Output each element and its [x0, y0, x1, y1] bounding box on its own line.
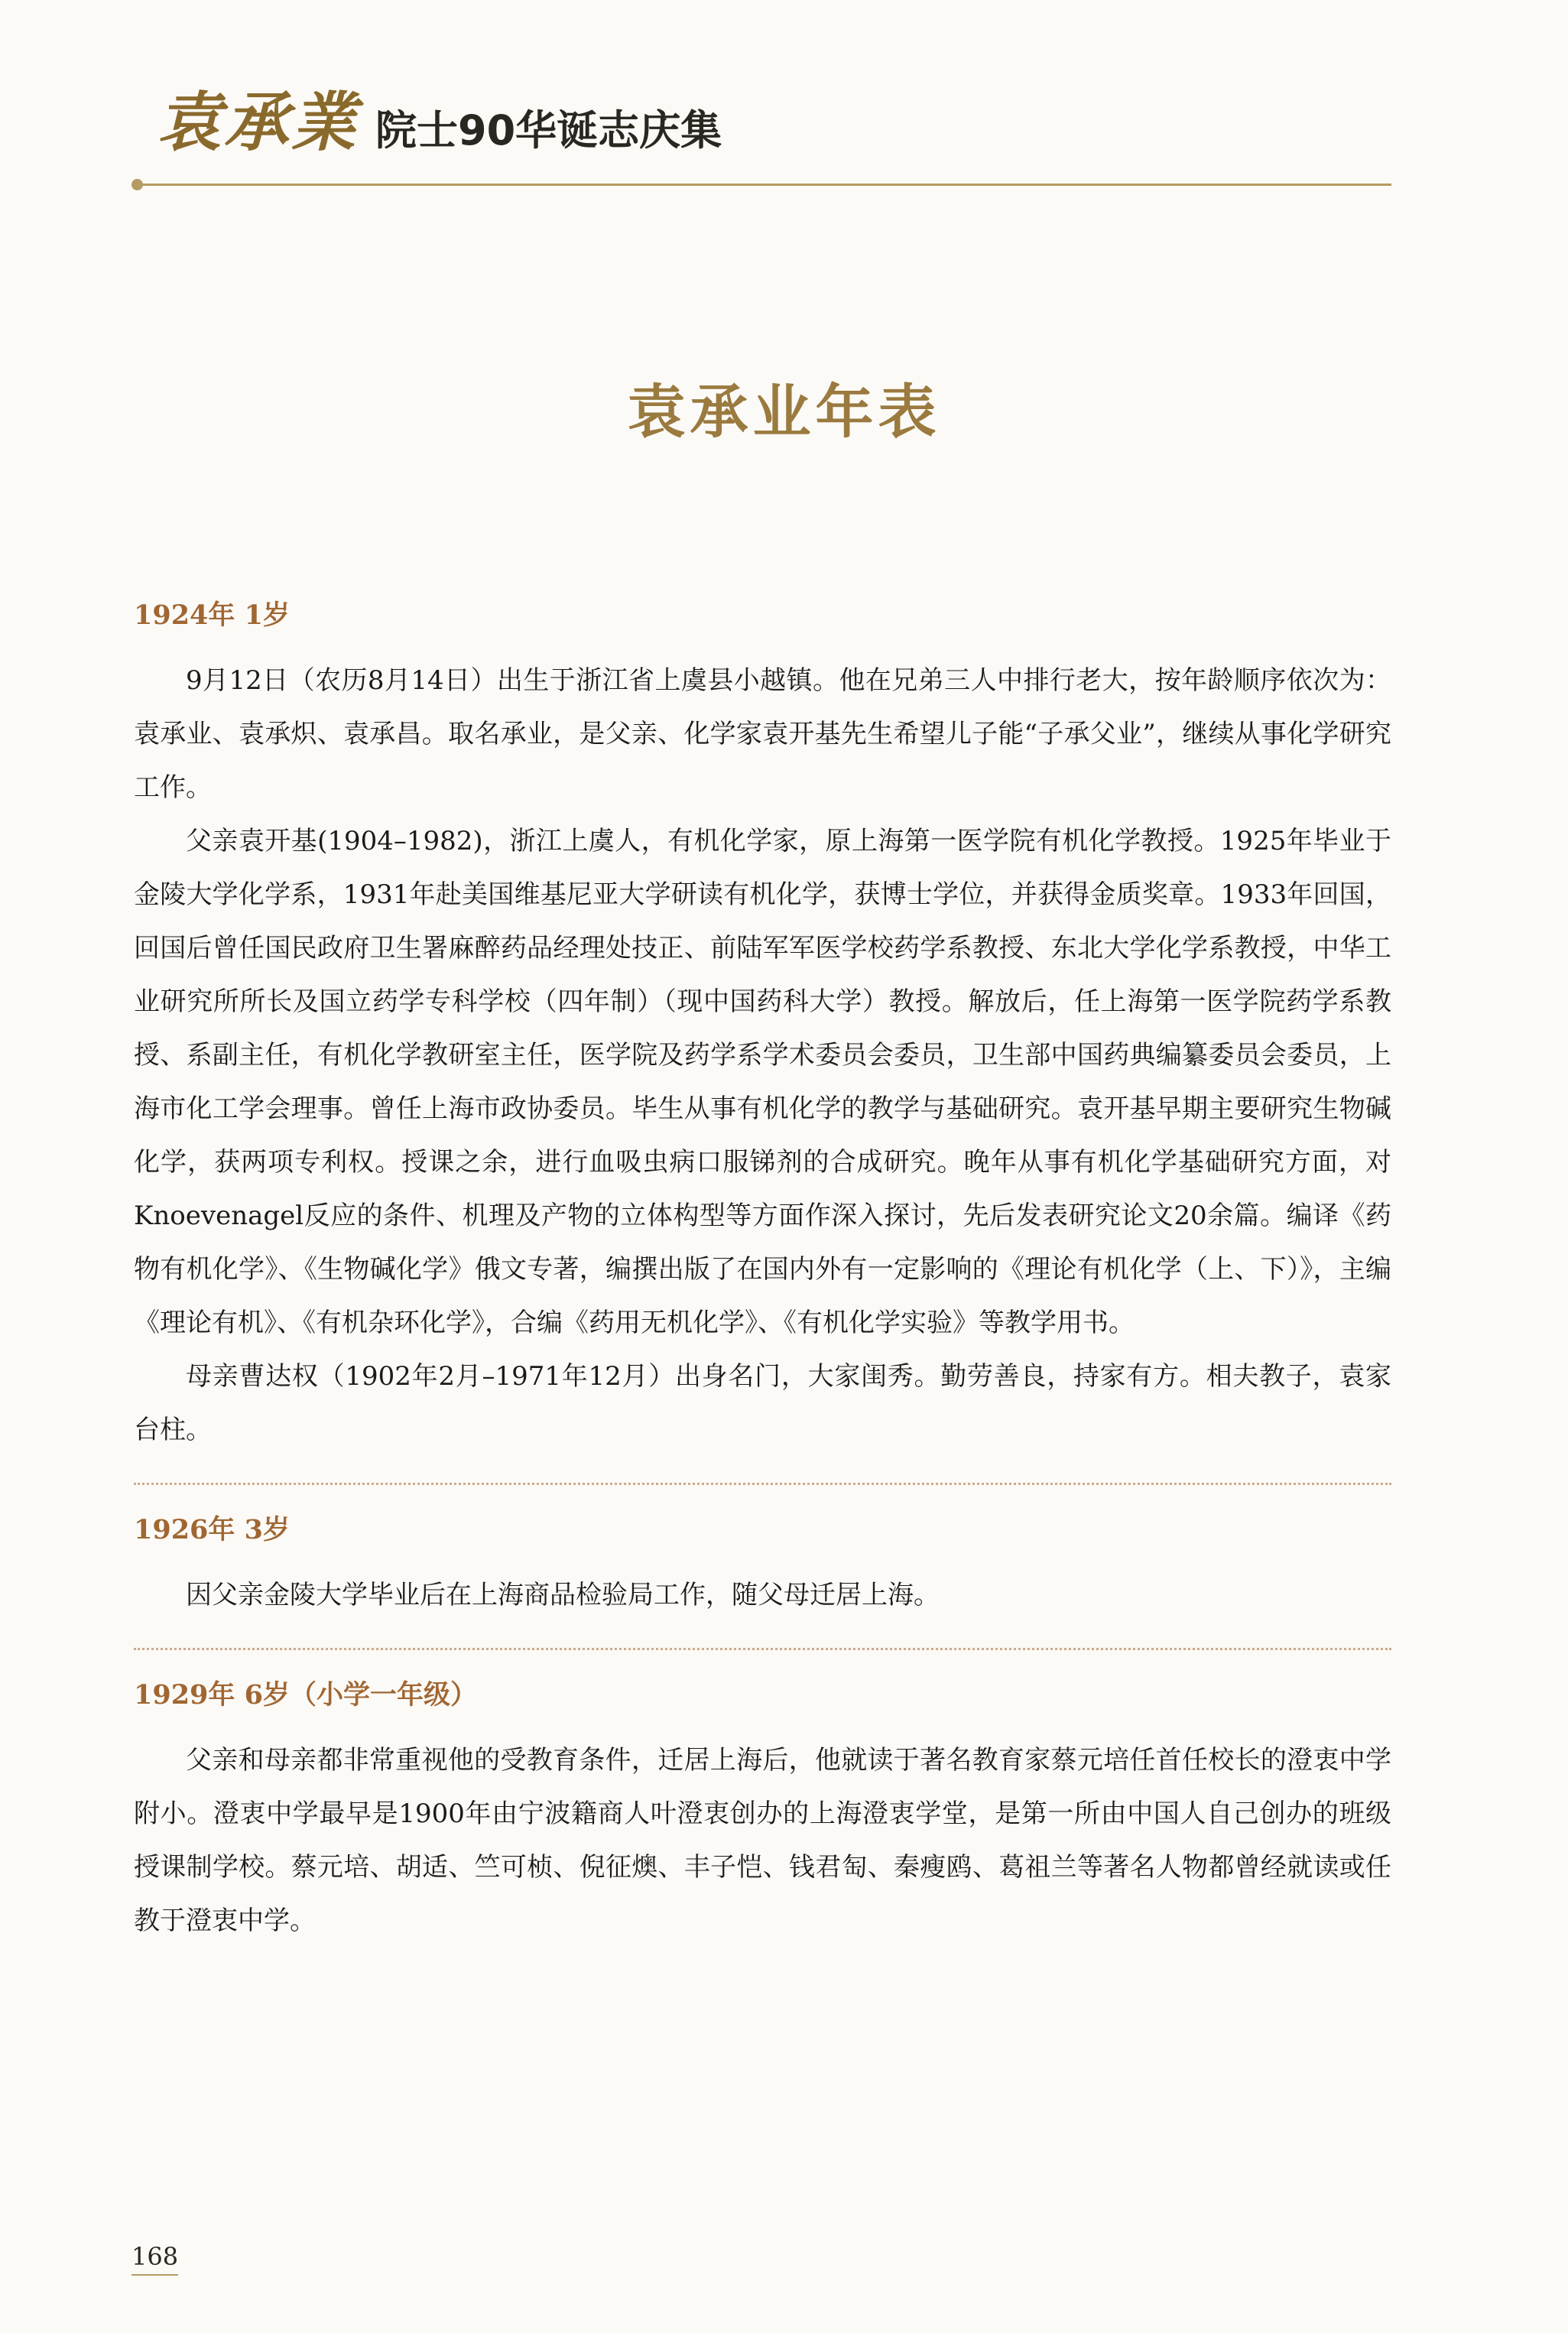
section-divider	[134, 1483, 1391, 1485]
entry-paragraph: 父亲和母亲都非常重视他的受教育条件，迁居上海后，他就读于著名教育家蔡元培任首任校长的澄衷中学附小。澄衷中学最早是1900年由宁波籍商人叶澄衷创办的上海澄衷学堂，是第一所由中国人自己创办的班级授课制学校。蔡元培、胡适、竺可桢、倪征燠、丰子恺、钱君匋、秦瘦鸥、葛祖兰等著名人物都曾经就读或任教于澄衷中学。	[134, 1745, 1391, 1936]
chronology-content	[134, 596, 1391, 1948]
collection-title: 院士90华诞志庆集	[375, 106, 722, 154]
page-number: 168	[131, 2242, 178, 2276]
section-divider	[134, 1648, 1391, 1650]
entry-paragraph: 因父亲金陵大学毕业后在上海商品检验局工作，随父母迁居上海。	[186, 1580, 940, 1610]
entry-1926	[134, 1511, 1391, 1622]
entry-paragraph: 父亲袁开基(1904–1982)，浙江上虞人，有机化学家，原上海第一医学院有机化学教授。1925年毕业于金陵大学化学系，1931年赴美国维基尼亚大学研读有机化学，获博士学位，并获得金质奖章。1933年回国，回国后曾任国民政府卫生署麻醉药品经理处技正、前陆军军医学校药学系教授、东北大学化学系教授，中华工业研究所所长及国立药学专科学校（四年制）（现中国药科大学）教授。解放后，任上海第一医学院药学系教授、系副主任，有机化学教研室主任，医学院及药学系学术委员会委员，卫生部中国药典编纂委员会委员，上海市化工学会理事。曾任上海市政协委员。毕生从事有机化学的教学与基础研究。袁开基早期主要研究生物碱化学，获两项专利权。授课之余，进行血吸虫病口服锑剂的合成研究。晚年从事有机化学基础研究方面，对Knoevenagel反应的条件、机理及产物的立体构型等方面作深入探讨，先后发表研究论文20余篇。编译《药物有机化学》、《生物碱化学》俄文专著，编撰出版了在国内外有一定影响的《理论有机化学（上、下）》，主编《理论有机》、《有机杂环化学》，合编《药用无机化学》、《有机化学实验》等教学用书。	[134, 826, 1391, 1338]
entry-paragraph: 9月12日（农历8月14日）出生于浙江省上虞县小越镇。他在兄弟三人中排行老大，按年龄顺序依次为：袁承业、袁承炽、袁承昌。取名承业，是父亲、化学家袁开基先生希望儿子能“子承父业”，继续从事化学研究工作。	[134, 665, 1391, 803]
entry-heading: 1929年 6岁（小学一年级）	[134, 1679, 477, 1711]
entry-1929	[134, 1676, 1391, 1948]
entry-heading: 1926年 3岁	[134, 1514, 290, 1545]
brand-name: 袁承業	[157, 84, 359, 160]
running-head	[157, 84, 722, 160]
page-title: 袁承业年表	[627, 378, 941, 446]
entry-heading: 1924年 1岁	[134, 599, 290, 631]
entry-paragraph: 母亲曹达权（1902年2月–1971年12月）出身名门，大家闺秀。勤劳善良，持家有方。相夫教子，袁家台柱。	[134, 1361, 1391, 1445]
entry-1924	[134, 596, 1391, 1457]
header-rule	[138, 184, 1391, 186]
